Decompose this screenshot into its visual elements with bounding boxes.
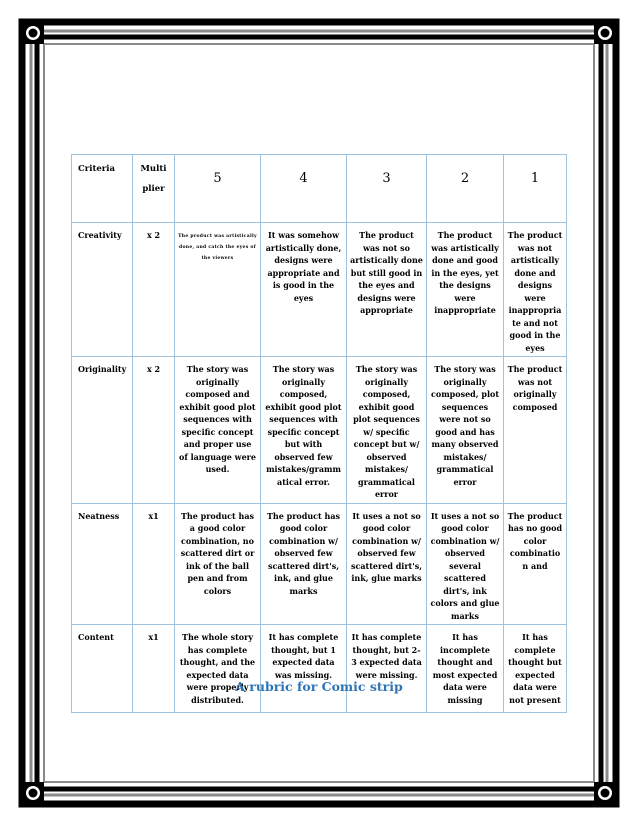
- score-cell: It uses a not so good color combination w/ observed several scattered dirt's, ink colors and glue marks: [427, 503, 504, 625]
- score-cell: The story was originally composed and exhibit good plot sequences with specific concept and proper use of language were used.: [175, 357, 261, 504]
- score-cell: It has complete thought but expected data were not present: [504, 625, 567, 713]
- header-score-5: 5: [175, 155, 261, 223]
- criteria-cell: Creativity: [72, 223, 133, 357]
- table-row: [72, 625, 567, 713]
- score-cell: The story was originally composed, exhibit good plot sequences w/ specific concept but w/ observed mistakes/ grammatical error: [347, 357, 427, 504]
- multiplier-cell: x 2: [133, 357, 175, 504]
- criteria-cell: Content: [72, 625, 133, 713]
- multiplier-cell: x1: [133, 503, 175, 625]
- header-score-3: 3: [347, 155, 427, 223]
- score-cell: The product was not so artistically done but still good in the eyes and designs were appropriate: [347, 223, 427, 357]
- score-cell: The product has no good color combination and: [504, 503, 567, 625]
- header-score-2: 2: [427, 155, 504, 223]
- table-row: [72, 357, 567, 504]
- score-cell: It has complete thought, but 1 expected data was missing.: [261, 625, 347, 713]
- table-header-row: [72, 155, 567, 223]
- corner-ornament-top-right: [594, 22, 616, 44]
- criteria-cell: Originality: [72, 357, 133, 504]
- header-criteria: Criteria: [72, 155, 133, 223]
- rubric-table: [71, 154, 567, 713]
- header-score-4: 4: [261, 155, 347, 223]
- score-cell: The product has good color combination w/ observed few scattered dirt's, ink, and glue marks: [261, 503, 347, 625]
- score-cell: The product was not originally composed: [504, 357, 567, 504]
- corner-ornament-bottom-right: [594, 782, 616, 804]
- header-score-1: 1: [504, 155, 567, 223]
- table-row: [72, 503, 567, 625]
- score-cell: The whole story has complete thought, and the expected data were properly distributed.: [175, 625, 261, 713]
- header-multiplier: Multi plier: [133, 155, 175, 223]
- score-cell: The product has a good color combination, no scattered dirt or ink of the ball pen and from colors: [175, 503, 261, 625]
- multiplier-cell: x 2: [133, 223, 175, 357]
- score-cell: The product was artistically done, and catch the eyes of the viewers: [175, 223, 261, 357]
- score-cell: It was somehow artistically done, designs were appropriate and is good in the eyes: [261, 223, 347, 357]
- score-cell: The product was artistically done and good in the eyes, yet the designs were inappropriate: [427, 223, 504, 357]
- score-cell: It has complete thought, but 2-3 expected data were missing.: [347, 625, 427, 713]
- score-cell: The story was originally composed, exhibit good plot sequences with specific concept but with observed few mistakes/grammatical error.: [261, 357, 347, 504]
- corner-ornament-bottom-left: [22, 782, 44, 804]
- score-cell: The product was not artistically done and designs were inappropriate and not good in the eyes: [504, 223, 567, 357]
- score-cell: It has incomplete thought and most expected data were missing: [427, 625, 504, 713]
- score-cell: The story was originally composed, plot sequences were not so good and has many observed mistakes/ grammatical error: [427, 357, 504, 504]
- multiplier-cell: x1: [133, 625, 175, 713]
- table-row: [72, 223, 567, 357]
- corner-ornament-top-left: [22, 22, 44, 44]
- criteria-cell: Neatness: [72, 503, 133, 625]
- figure-caption: A rubric for Comic strip: [235, 679, 403, 694]
- score-cell: It uses a not so good color combination w/ observed few scattered dirt's, ink, glue marks: [347, 503, 427, 625]
